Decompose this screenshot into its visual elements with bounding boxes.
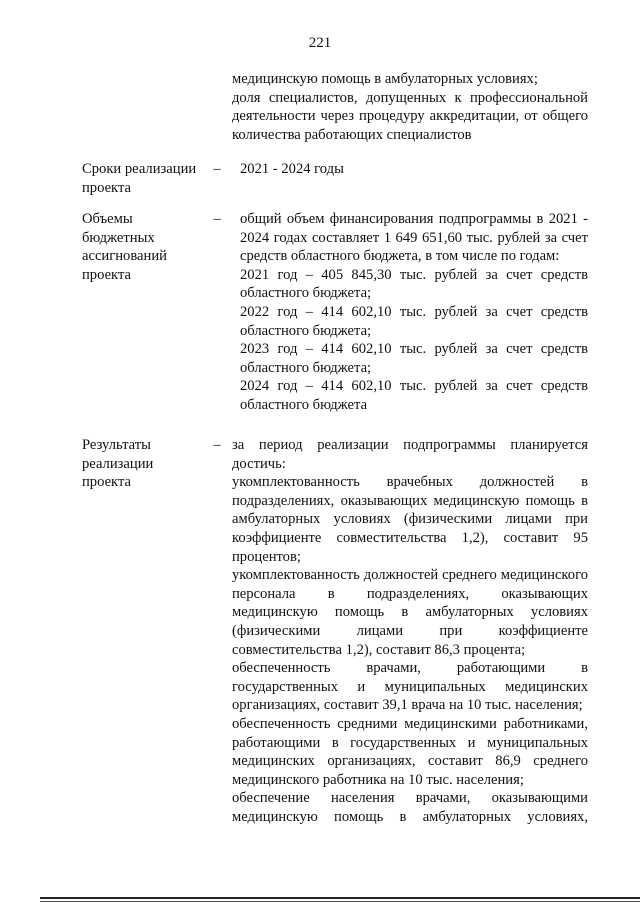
row-content (240, 160, 588, 179)
continuation-block (232, 70, 588, 144)
content-line: укомплектованность должностей среднего медицинского персонала в подразделениях, оказывающих медицинскую помощь в амбулаторных условиях (физическими лицами при коэффициенте совместительства 1,2), составит 86,3 процента; (232, 567, 588, 658)
content-line: 2024 год – 414 602,10 тыс. рублей за счет средств областного бюджета (240, 378, 588, 413)
content-line: общий объем финансирования подпрограммы в 2021 - 2024 годах составляет 1 649 651,60 тыс. рублей за счет средств областного бюджета, в том числе по годам: (240, 211, 588, 265)
row-dash: – (213, 211, 221, 227)
row-content (240, 210, 588, 415)
content-line: 2021 год – 405 845,30 тыс. рублей за счет средств областного бюджета; (240, 266, 588, 302)
row-label: Объемы бюджетных ассигнований проекта (82, 211, 167, 283)
row-label: Сроки реализации проекта (82, 161, 197, 196)
content-line: обеспеченность средними медицинскими работниками, работающими в государственных и муниципальных медицинских организациях, составит 86,9 среднего медицинского работника на 10 тыс. населения; (232, 715, 588, 788)
row-dash: – (213, 161, 221, 177)
content-line: 2021 - 2024 годы (240, 161, 344, 177)
content-line: 2023 год – 414 602,10 тыс. рублей за счет средств областного бюджета; (240, 341, 588, 376)
row-content (232, 436, 588, 826)
continuation-line: медицинскую помощь в амбулаторных условиях; (232, 71, 538, 87)
content-line: обеспечение населения врачами, оказывающими медицинскую помощь в амбулаторных условиях, (232, 790, 588, 825)
page-number: 221 (308, 35, 332, 51)
content-line: за период реализации подпрограммы планируется достичь: (232, 437, 588, 472)
bottom-rule (40, 897, 640, 899)
bottom-rule (40, 901, 640, 902)
row-label: Результаты реализации проекта (82, 437, 154, 491)
content-line: обеспеченность врачами, работающими в государственных и муниципальных медицинских организациях, составит 39,1 врача на 10 тыс. населения; (232, 660, 588, 714)
content-line: 2022 год – 414 602,10 тыс. рублей за счет средств областного бюджета; (240, 303, 588, 339)
row-dash: – (213, 437, 221, 453)
continuation-line: доля специалистов, допущенных к профессиональной деятельности через процедуру аккредитации, от общего количества работающих специалистов (232, 89, 588, 143)
content-line: укомплектованность врачебных должностей в подразделениях, оказывающих медицинскую помощь в амбулаторных условиях (физическими лицами при коэффициенте совместительства 1,2), составит 95 процентов; (232, 474, 588, 565)
